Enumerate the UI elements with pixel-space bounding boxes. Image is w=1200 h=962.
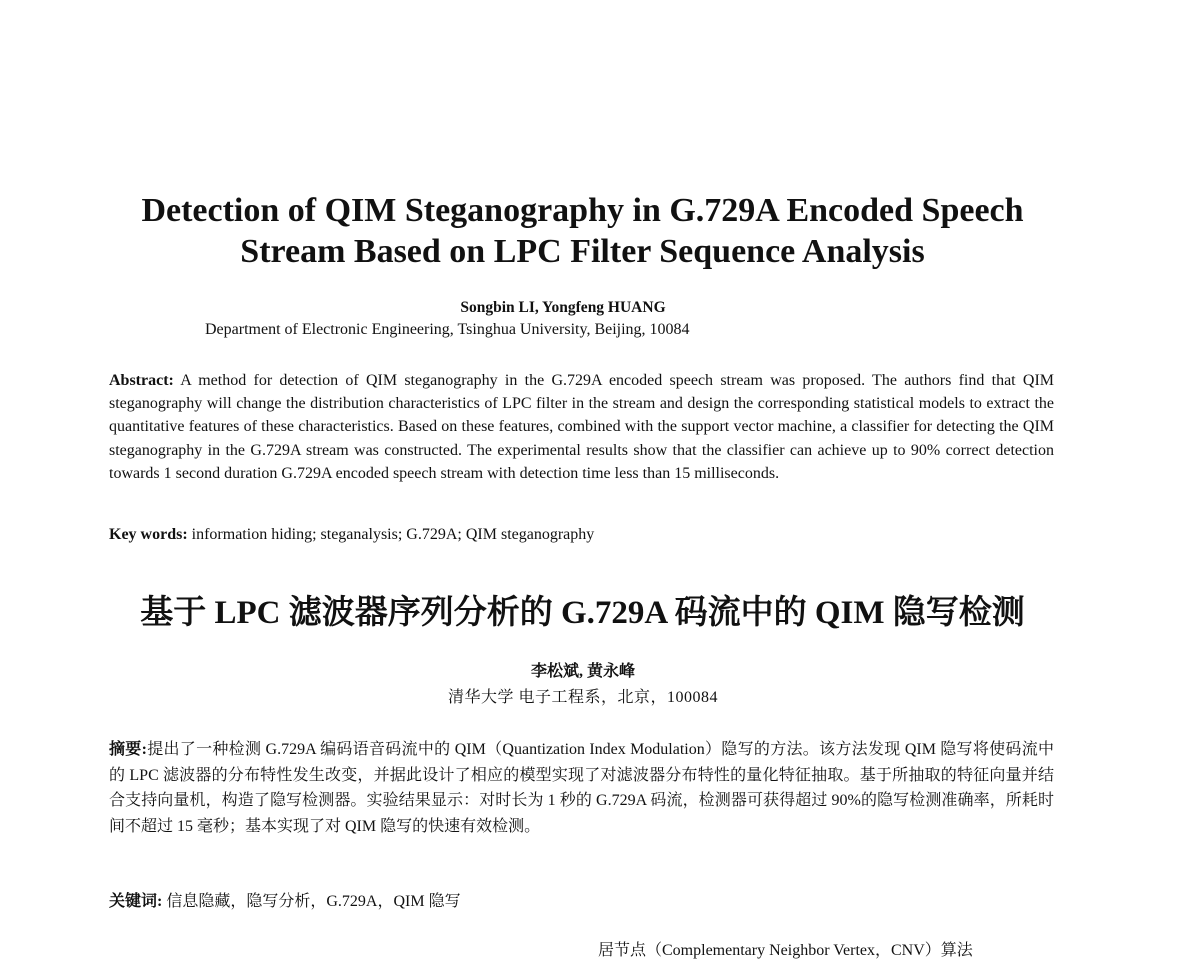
english-abstract-label: Abstract:: [109, 372, 174, 389]
english-title-line-2: Stream Based on LPC Filter Sequence Analysis: [240, 233, 925, 270]
chinese-keywords: [109, 891, 1054, 913]
english-authors: Songbin LI, Yongfeng HUANG: [460, 299, 666, 316]
body-text-fragment: 居节点（Complementary Neighbor Vertex，CNV）算法: [598, 942, 973, 959]
chinese-keywords-text: 信息隐藏，隐写分析，G.729A，QIM 隐写: [166, 893, 461, 910]
english-abstract-text: A method for detection of QIM steganography in the G.729A encoded speech stream was proposed. The authors find that QIM steganography will change the distribution characteristics of LPC filter in the stream and design the corresponding statistical models to extract the quantitative features of these characteristics. Based on these features, combined with the support vector machine, a classifier for detecting the QIM steganography in the G.729A stream was constructed. The experimental results show that the classifier can achieve up to 90% correct detection towards 1 second duration G.729A encoded speech stream with detection time less than 15 milliseconds.: [109, 372, 1054, 482]
english-affiliation: Department of Electronic Engineering, Tsinghua University, Beijing, 10084: [205, 321, 690, 338]
chinese-abstract: [109, 737, 1054, 839]
english-keywords: [109, 525, 1054, 545]
english-title-line-1: Detection of QIM Steganography in G.729A Encoded Speech: [141, 192, 1024, 229]
chinese-title: 基于 LPC 滤波器序列分析的 G.729A 码流中的 QIM 隐写检测: [140, 595, 1025, 631]
chinese-abstract-label: 摘要:: [109, 741, 147, 758]
english-keywords-label: Key words:: [109, 526, 188, 543]
chinese-keywords-label: 关键词:: [109, 893, 163, 910]
chinese-affiliation: 清华大学 电子工程系，北京，100084: [447, 689, 718, 706]
chinese-abstract-text: 提出了一种检测 G.729A 编码语音码流中的 QIM（Quantization Index Modulation）隐写的方法。该方法发现 QIM 隐写将使码流中的 LPC 滤波器的分布特性发生改变，并据此设计了相应的模型实现了对滤波器分布特性的量化特征抽取。基于所抽取的特征向量并结合支持向量机，构造了隐写检测器。实验结果显示：对时长为 1 秒的 G.729A 码流，检测器可获得超过 90%的隐写检测准确率，所耗时间不超过 15 毫秒；基本实现了对 QIM 隐写的快速有效检测。: [109, 741, 1054, 835]
english-abstract: [109, 369, 1054, 485]
chinese-authors: 李松斌, 黄永峰: [530, 663, 635, 680]
english-title: [0, 190, 1165, 272]
english-keywords-text: information hiding; steganalysis; G.729A; QIM steganography: [191, 526, 595, 543]
